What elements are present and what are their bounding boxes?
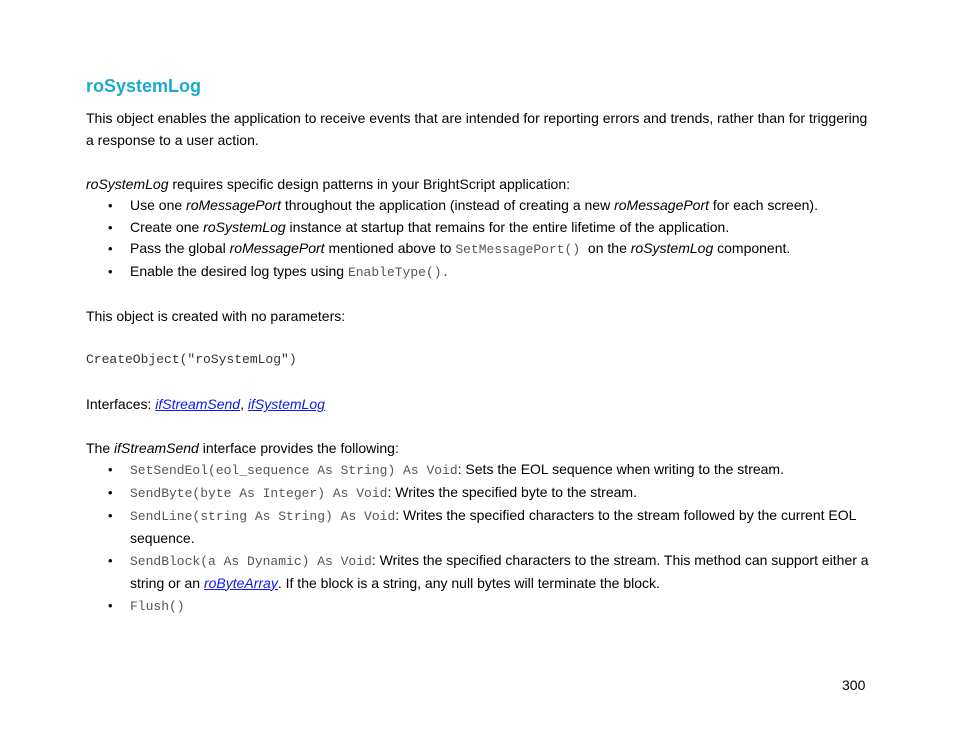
stream-methods-list — [86, 459, 876, 618]
text: on the — [580, 240, 631, 256]
method-signature: SendByte(byte As Integer) As Void — [130, 485, 388, 501]
ifstreamsend-link[interactable]: ifStreamSend — [155, 396, 241, 412]
code-term: SetMessagePort() — [455, 242, 581, 257]
text: Use one — [130, 197, 187, 213]
text: The — [86, 440, 115, 456]
text: component. — [713, 240, 791, 256]
italic-term: roMessagePort — [614, 197, 710, 213]
design-lead-text: requires specific design patterns in your BrightScript application: — [168, 176, 571, 192]
text: instance at startup that remains for the entire lifetime of the application. — [285, 218, 730, 235]
method-signature: SendBlock(a As Dynamic) As Void — [130, 554, 372, 569]
robytearray-link[interactable]: roByteArray — [203, 574, 278, 591]
text: Enable the desired log types using — [130, 262, 348, 279]
list-item — [86, 195, 876, 217]
create-object-code: CreateObject("roSystemLog") — [86, 352, 297, 367]
list-item — [86, 217, 876, 239]
list-item — [86, 459, 876, 482]
method-description: : Sets the EOL sequence when writing to the stream. — [457, 461, 784, 477]
italic-term: roMessagePort — [186, 197, 281, 213]
code-term: EnableType() — [347, 264, 442, 280]
list-item — [86, 261, 876, 284]
page-title: roSystemLog — [86, 76, 202, 96]
text: Create one — [130, 218, 204, 235]
list-item — [86, 550, 876, 594]
method-signature: Flush() — [130, 599, 185, 614]
design-requirements-list — [86, 195, 876, 283]
list-item — [86, 238, 876, 261]
ifsystemlog-link[interactable]: ifSystemLog — [247, 396, 325, 412]
page-number: 300 — [842, 677, 866, 693]
method-signature: SendLine(string As String) As Void — [130, 509, 396, 524]
italic-term: ifStreamSend — [114, 440, 199, 456]
design-lead-italic: roSystemLog — [86, 176, 169, 192]
text: interface provides the following: — [198, 440, 399, 456]
text: mentioned above to — [324, 240, 456, 256]
list-item — [86, 595, 876, 618]
stream-send-lead — [86, 437, 876, 459]
text: . — [441, 264, 450, 280]
text: throughout the application (instead of creating a new — [280, 197, 615, 213]
method-signature: SetSendEol(eol_sequence As String) As Void — [130, 463, 458, 478]
list-item — [86, 482, 876, 505]
method-description: : Writes the specified characters to the stream followed by the current EOL sequence. — [130, 507, 856, 546]
text: for each screen). — [709, 197, 818, 213]
italic-term: roSystemLog — [630, 240, 714, 256]
method-description: : Writes the specified byte to the stream. — [387, 483, 637, 500]
method-description: . If the block is a string, any null bytes will terminate the block. — [277, 574, 660, 591]
document-page — [86, 74, 876, 618]
method-description: : Writes the specified characters to the stream. This method can support either a string or an — [130, 552, 869, 591]
intro-paragraph: This object enables the application to receive events that are intended for reporting errors and trends, rather than for triggering a response to a user action. — [86, 110, 868, 148]
list-item — [86, 505, 876, 549]
interfaces-label: Interfaces: — [86, 396, 156, 412]
text: Pass the global — [130, 240, 230, 256]
italic-term: roMessagePort — [229, 240, 325, 256]
italic-term: roSystemLog — [203, 218, 286, 235]
creation-text: This object is created with no parameters: — [86, 308, 346, 324]
design-requirements-lead — [86, 173, 876, 195]
text: , — [240, 396, 248, 412]
interfaces-line — [86, 393, 876, 415]
